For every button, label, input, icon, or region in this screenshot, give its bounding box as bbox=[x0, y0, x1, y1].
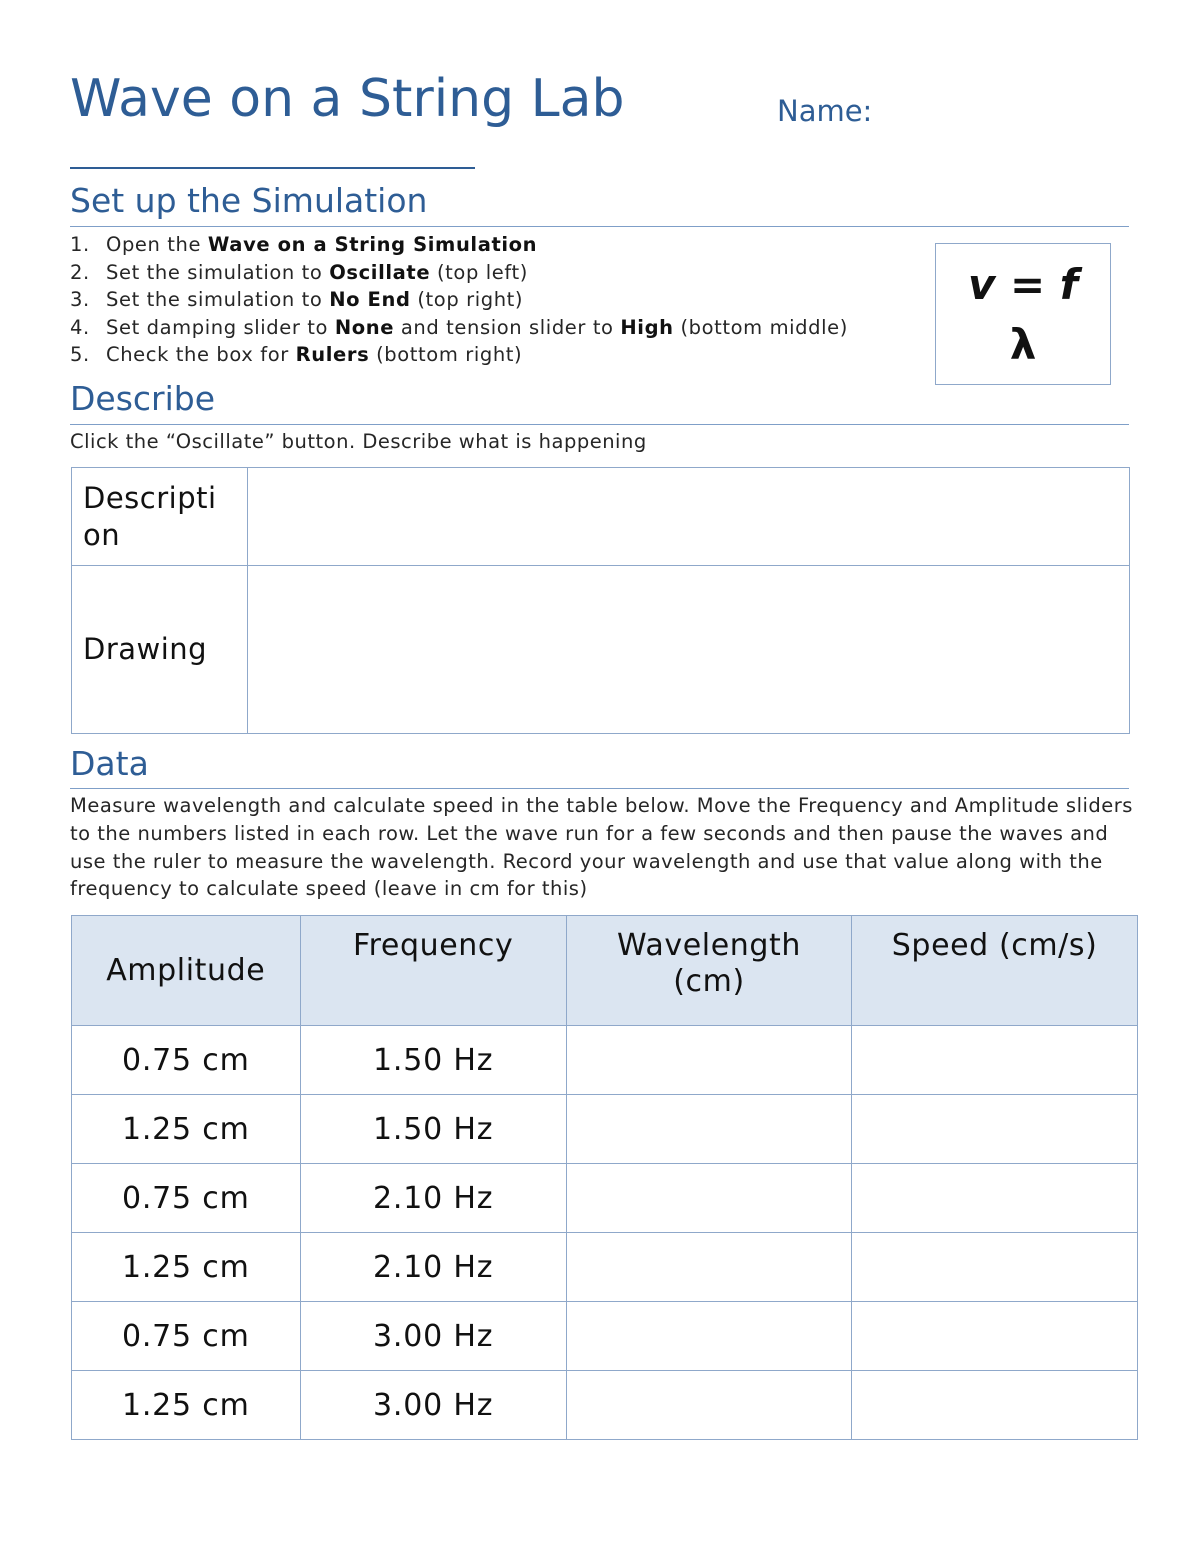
page-title: Wave on a String Lab bbox=[70, 69, 625, 129]
wavelength-cell[interactable] bbox=[566, 1026, 851, 1095]
setup-step: 3. Set the simulation to No End (top right) bbox=[70, 288, 524, 311]
column-header-speed: Speed (cm/s) bbox=[852, 916, 1138, 1026]
setup-step: 1. Open the Wave on a String Simulation bbox=[70, 233, 538, 256]
amplitude-cell: 1.25 cm bbox=[72, 1233, 301, 1302]
description-label: Description bbox=[72, 468, 248, 566]
wavelength-cell[interactable] bbox=[566, 1371, 851, 1440]
data-table-header-row bbox=[72, 916, 1138, 1026]
describe-heading: Describe bbox=[70, 379, 216, 418]
table-row bbox=[72, 1302, 1138, 1371]
frequency-cell: 1.50 Hz bbox=[300, 1095, 566, 1164]
wavelength-cell[interactable] bbox=[566, 1095, 851, 1164]
amplitude-cell: 1.25 cm bbox=[72, 1095, 301, 1164]
description-answer-cell[interactable] bbox=[248, 468, 1130, 566]
table-row bbox=[72, 1164, 1138, 1233]
frequency-cell: 3.00 Hz bbox=[300, 1302, 566, 1371]
drawing-answer-cell[interactable] bbox=[248, 566, 1130, 734]
column-header-wavelength: Wavelength (cm) bbox=[566, 916, 851, 1026]
name-underline[interactable] bbox=[70, 167, 475, 169]
data-heading-rule bbox=[70, 788, 1129, 789]
wavelength-cell[interactable] bbox=[566, 1164, 851, 1233]
wave-speed-formula-box bbox=[935, 243, 1111, 385]
speed-cell[interactable] bbox=[852, 1371, 1138, 1440]
table-row bbox=[72, 1371, 1138, 1440]
speed-cell[interactable] bbox=[852, 1026, 1138, 1095]
drawing-row bbox=[72, 566, 1130, 734]
setup-heading: Set up the Simulation bbox=[70, 181, 428, 220]
speed-cell[interactable] bbox=[852, 1095, 1138, 1164]
amplitude-cell: 1.25 cm bbox=[72, 1371, 301, 1440]
frequency-cell: 2.10 Hz bbox=[300, 1164, 566, 1233]
formula-line-2: λ bbox=[1009, 320, 1037, 369]
describe-table bbox=[71, 467, 1130, 734]
frequency-cell: 3.00 Hz bbox=[300, 1371, 566, 1440]
frequency-cell: 1.50 Hz bbox=[300, 1026, 566, 1095]
data-table bbox=[71, 915, 1138, 1440]
amplitude-cell: 0.75 cm bbox=[72, 1164, 301, 1233]
speed-cell[interactable] bbox=[852, 1233, 1138, 1302]
table-row bbox=[72, 1233, 1138, 1302]
frequency-cell: 2.10 Hz bbox=[300, 1233, 566, 1302]
name-label: Name: bbox=[777, 94, 873, 128]
setup-heading-rule bbox=[70, 226, 1129, 227]
description-row bbox=[72, 468, 1130, 566]
wavelength-cell[interactable] bbox=[566, 1302, 851, 1371]
speed-cell[interactable] bbox=[852, 1164, 1138, 1233]
drawing-label: Drawing bbox=[72, 566, 248, 734]
table-row bbox=[72, 1026, 1138, 1095]
amplitude-cell: 0.75 cm bbox=[72, 1026, 301, 1095]
setup-steps-list bbox=[70, 231, 848, 369]
describe-instruction: Click the “Oscillate” button. Describe what is happening bbox=[70, 430, 647, 453]
setup-step: 5. Check the box for Rulers (bottom right) bbox=[70, 343, 523, 366]
table-row bbox=[72, 1095, 1138, 1164]
describe-heading-rule bbox=[70, 424, 1129, 425]
setup-step: 4. Set damping slider to None and tension slider to High (bottom middle) bbox=[70, 315, 848, 339]
column-header-amplitude: Amplitude bbox=[72, 916, 301, 1026]
data-instruction: Measure wavelength and calculate speed in the table below. Move the Frequency and Amplitude sliders to the numbers listed in each row. Let the wave run for a few seconds and then pause the waves and use the ruler to measure the wavelength. Record your wavelength and use that value along with the frequency to calculate speed (leave in cm for this) bbox=[70, 794, 1133, 901]
wavelength-cell[interactable] bbox=[566, 1233, 851, 1302]
column-header-frequency: Frequency bbox=[300, 916, 566, 1026]
data-heading: Data bbox=[70, 744, 149, 783]
amplitude-cell: 0.75 cm bbox=[72, 1302, 301, 1371]
speed-cell[interactable] bbox=[852, 1302, 1138, 1371]
setup-step: 2. Set the simulation to Oscillate (top left) bbox=[70, 260, 528, 284]
formula-line-1: v = f bbox=[967, 260, 1079, 309]
